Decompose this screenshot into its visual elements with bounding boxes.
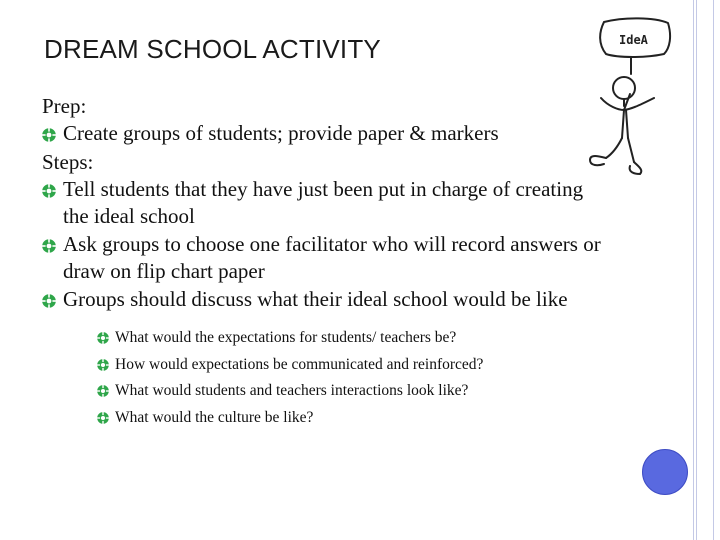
gear-bullet-icon [42,184,56,198]
prep-bullet-item [42,120,612,148]
steps-heading: Steps: [42,149,94,174]
sub-bullet-text: What would students and teachers interactions look like? [115,382,469,399]
slide-title: DREAM SCHOOL ACTIVITY [44,34,381,64]
gear-bullet-icon [97,412,109,424]
accent-circle [642,449,688,495]
sub-bullet-item [95,378,612,405]
sub-bullet-text: What would the expectations for students/ teachers be? [115,329,457,346]
gear-bullet-icon [97,332,109,344]
steps-bullet-text: Tell students that they have just been put in charge of creating the ideal school [63,176,584,228]
gear-bullet-icon [42,294,56,308]
gear-bullet-icon [97,385,109,397]
gear-bullet-icon [42,239,56,253]
steps-bullet-item [42,286,612,314]
side-rule-left [693,0,694,540]
steps-bullet-item [42,176,612,231]
idea-stick-figure-icon [584,14,676,184]
steps-bullet-text: Ask groups to choose one facilitator who will record answers or draw on flip chart paper [63,231,601,283]
steps-bullet-item [42,231,612,286]
side-rule-right [713,0,714,540]
steps-bullet-text: Groups should discuss what their ideal school would be like [63,286,568,311]
sub-bullet-text: What would the culture be like? [115,408,314,426]
sub-bullet-item [95,405,612,432]
gear-bullet-icon [42,128,56,142]
prep-bullet-text: Create groups of students; provide paper & markers [63,121,499,145]
sub-bullet-item [95,352,612,379]
sign-text: IdeA [619,33,648,47]
sub-bullet-list [42,325,612,431]
side-rule-middle [696,0,697,540]
slide-body [42,92,612,431]
sub-bullet-item [95,325,612,352]
prep-heading: Prep: [42,94,87,118]
gear-bullet-icon [97,359,109,371]
sub-bullet-text: How would expectations be communicated and reinforced? [115,355,484,373]
